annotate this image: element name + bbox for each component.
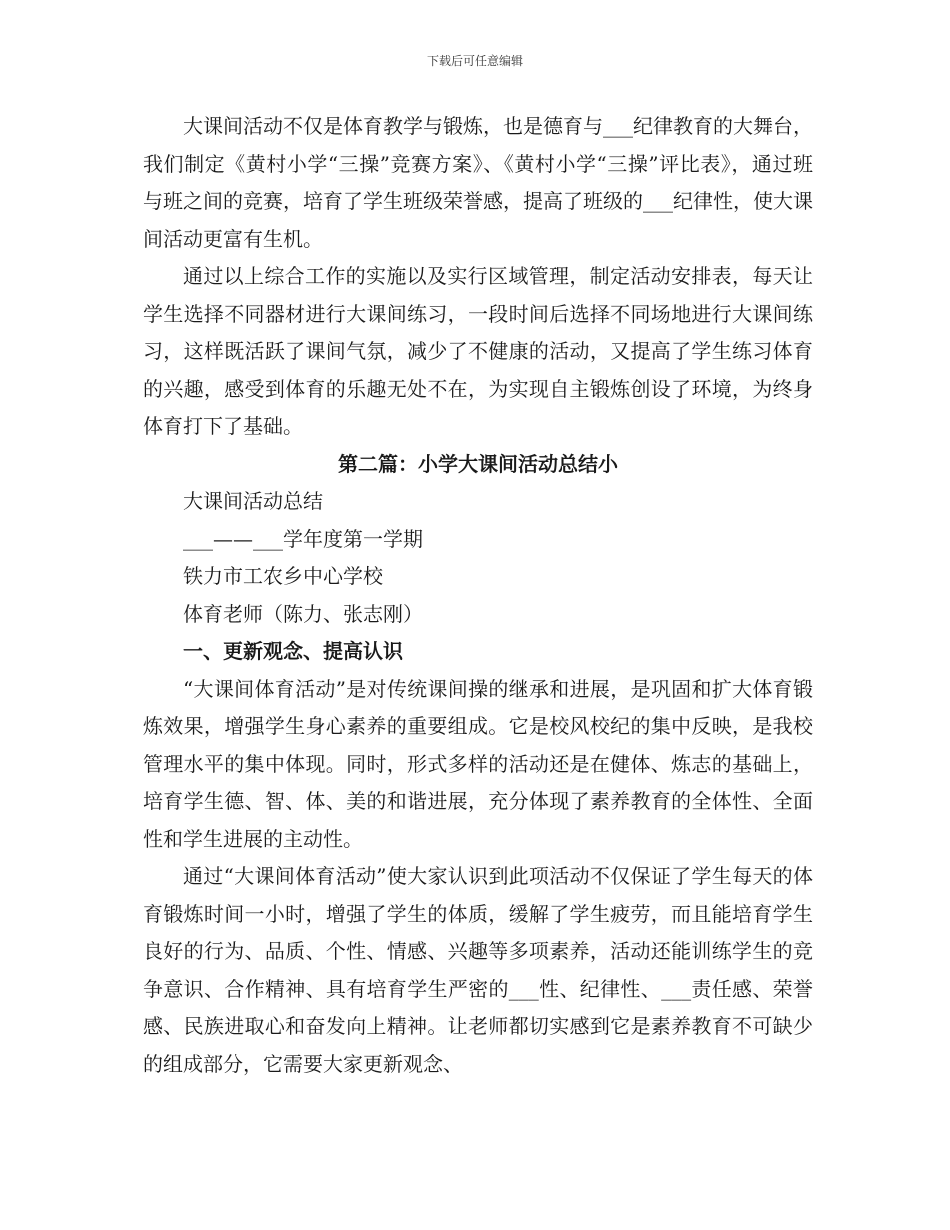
paragraph: 大课间活动不仅是体育教学与锻炼，也是德育与___纪律教育的大舞台，我们制定《黄村小学“三操”竞赛方案》、《黄村小学“三操”评比表》，通过班与班之间的竞赛，培育了学生班级荣誉感，提高了班级的___纪律性，使大课间活动更富有生机。	[143, 114, 813, 251]
page-header: 下载后可任意编辑	[426, 54, 523, 68]
school-name-line: 铁力市工农乡中心学校	[183, 564, 383, 588]
paragraph: 通过以上综合工作的实施以及实行区域管理，制定活动安排表，每天让学生选择不同器材进行大课间练习，一段时间后选择不同场地进行大课间练习，这样既活跃了课间气氛，减少了不健康的活动，又提高了学生练习体育的兴趣，感受到体育的乐趣无处不在，为实现自主锻炼创设了环境，为终身体育打下了基础。	[143, 264, 813, 438]
section-title: 第二篇：小学大课间活动总结小	[338, 451, 618, 476]
school-year-line: ___——___学年度第一学期	[183, 526, 423, 551]
document-body	[143, 108, 813, 1083]
paragraph: “大课间体育活动”是对传统课间操的继承和进展，是巩固和扩大体育锻炼效果，增强学生身心素养的重要组成。它是校风校纪的集中反映，是我校管理水平的集中体现。同时，形式多样的活动还是在健体、炼志的基础上，培育学生德、智、体、美的和谐进展，充分体现了素养教育的全体性、全面性和学生进展的主动性。	[143, 676, 813, 851]
document-subtitle: 大课间活动总结	[183, 489, 323, 513]
paragraph: 通过“大课间体育活动”使大家认识到此项活动不仅保证了学生每天的体育锻炼时间一小时，增强了学生的体质，缓解了学生疲劳，而且能培育学生良好的行为、品质、个性、情感、兴趣等多项素养，活动还能训练学生的竞争意识、合作精神、具有培育学生严密的___性、纪律性、___责任感、荣誉感、民族进取心和奋发向上精神。让老师都切实感到它是素养教育不可缺少的组成部分，它需要大家更新观念、	[143, 864, 813, 1076]
section-heading: 一、更新观念、提高认识	[183, 639, 403, 663]
author-line: 体育老师（陈力、张志刚）	[183, 601, 423, 626]
